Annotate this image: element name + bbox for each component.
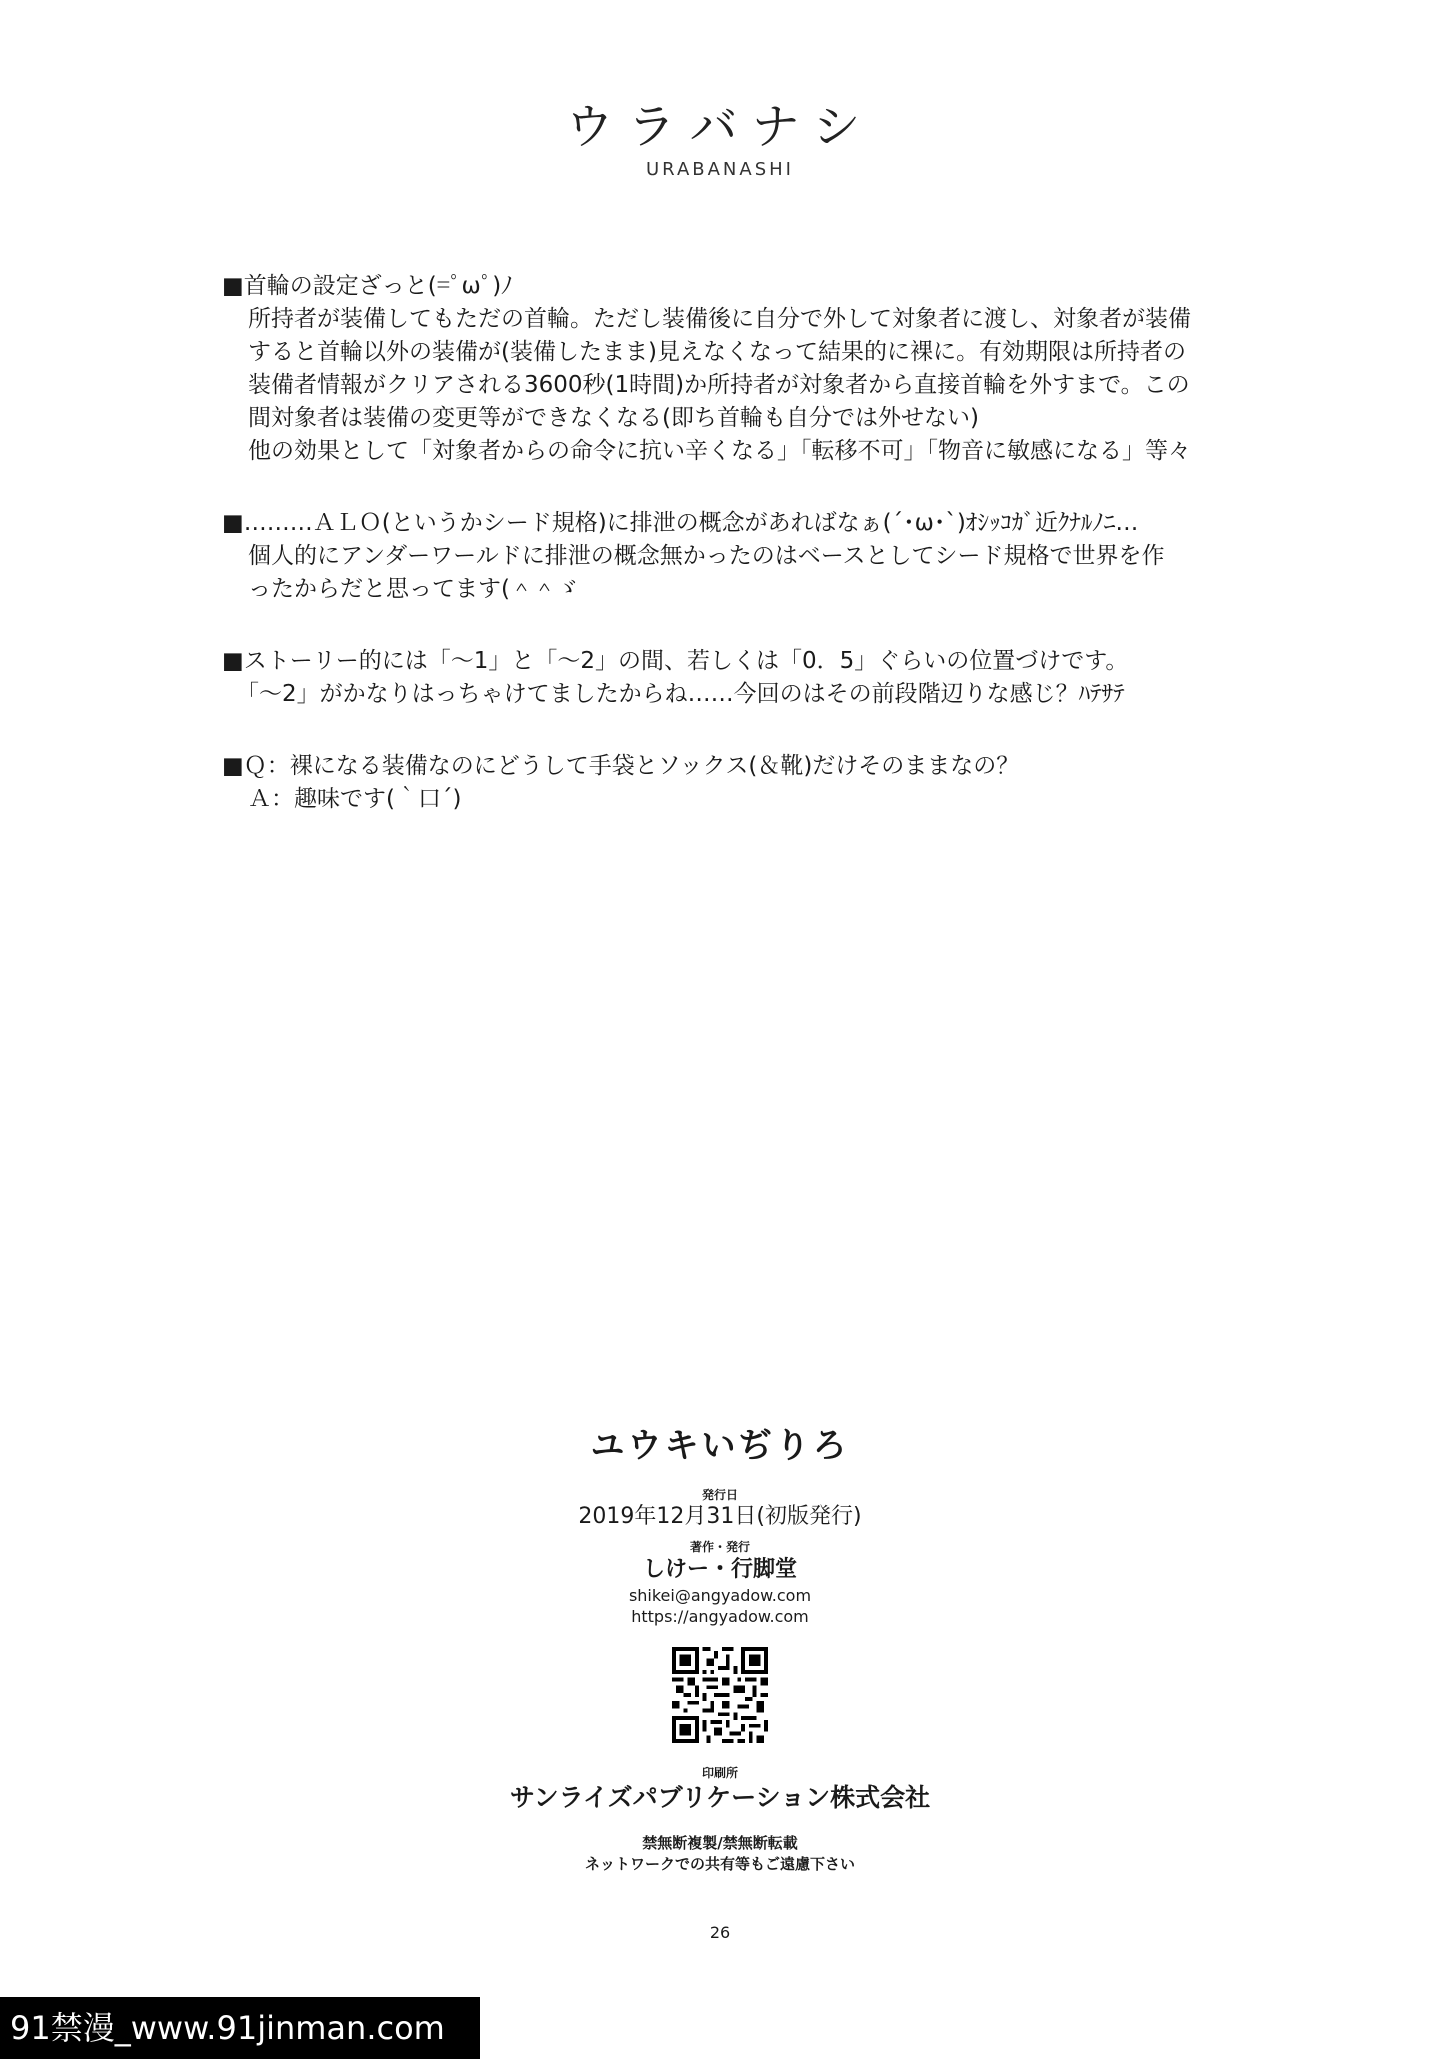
- note-line: 「～2」がかなりはっちゃけてましたからね……今回のはその前段階辺りな感じ？ﾊﾃｻﾃ: [236, 681, 1125, 707]
- note-qa: [222, 750, 1222, 816]
- publish-date: 2019年12月31日(初版発行): [578, 1504, 862, 1529]
- author-name: しけー・行脚堂: [642, 1557, 797, 1582]
- note-line: ■………ＡＬＯ(というかシード規格)に排泄の概念があればなぁ(´･ω･`)ｵｼｯｺｶﾞ近ｸﾅﾙﾉﾆ…: [222, 510, 1139, 536]
- note-line: ■Ｑ：裸になる装備なのにどうして手袋とソックス(＆靴)だけそのままなの？: [222, 753, 1020, 779]
- section-logo-subtitle: URABANASHI: [646, 159, 794, 180]
- note-story: [222, 645, 1222, 711]
- note-line: すると首輪以外の装備が(装備したまま)見えなくなって結果的に裸に。有効期限は所持者の: [248, 339, 1186, 365]
- colophon: [0, 1418, 1440, 1875]
- note-line: 間対象者は装備の変更等ができなくなる(即ち首輪も自分では外せない): [248, 405, 979, 431]
- note-line: ったからだと思ってます(＾＾ゞ: [248, 576, 579, 602]
- printer-label: 印刷所: [701, 1766, 738, 1780]
- note-line: Ａ：趣味です(｀口´): [248, 786, 462, 812]
- note-line: 装備者情報がクリアされる3600秒(1時間)か所持者が対象者から直接首輪を外すまで。この: [248, 372, 1190, 398]
- author-label: 著作・発行: [689, 1540, 750, 1554]
- note-line: ■ストーリー的には「～1」と「～2」の間、若しくは「0．5」ぐらいの位置づけです。: [222, 648, 1129, 674]
- date-label: 発行日: [701, 1488, 738, 1502]
- page-header: [0, 88, 1440, 180]
- note-line: ■首輪の設定ざっと(=ﾟωﾟ)ﾉ: [222, 273, 513, 299]
- author-email: shikei@angyadow.com: [628, 1586, 812, 1605]
- site-watermark: 91禁漫_www.91jinman.com: [0, 1997, 480, 2059]
- note-line: 所持者が装備してもただの首輪。ただし装備後に自分で外して対象者に渡し、対象者が装備: [248, 306, 1191, 332]
- note-collar: [222, 270, 1222, 468]
- note-line: 他の効果として「対象者からの命令に抗い辛くなる」「転移不可」「物音に敏感になる」等々: [248, 438, 1191, 464]
- note-line: 個人的にアンダーワールドに排泄の概念無かったのはベースとしてシード規格で世界を作: [248, 543, 1165, 569]
- section-logo: ウラバナシ: [565, 99, 875, 155]
- author-url: https://angyadow.com: [631, 1607, 809, 1626]
- sharing-notice: ネットワークでの共有等もご遠慮下さい: [584, 1855, 855, 1873]
- printer-name: サンライズパブリケーション株式会社: [509, 1783, 931, 1812]
- copyright-notice: 禁無断複製/禁無断転載: [642, 1834, 798, 1852]
- afterword-notes: [222, 270, 1222, 855]
- book-title: ユウキいぢりろ: [590, 1426, 850, 1466]
- page-number: 26: [709, 1923, 731, 1942]
- qr-code-icon: [672, 1647, 768, 1743]
- note-alo: [222, 507, 1222, 606]
